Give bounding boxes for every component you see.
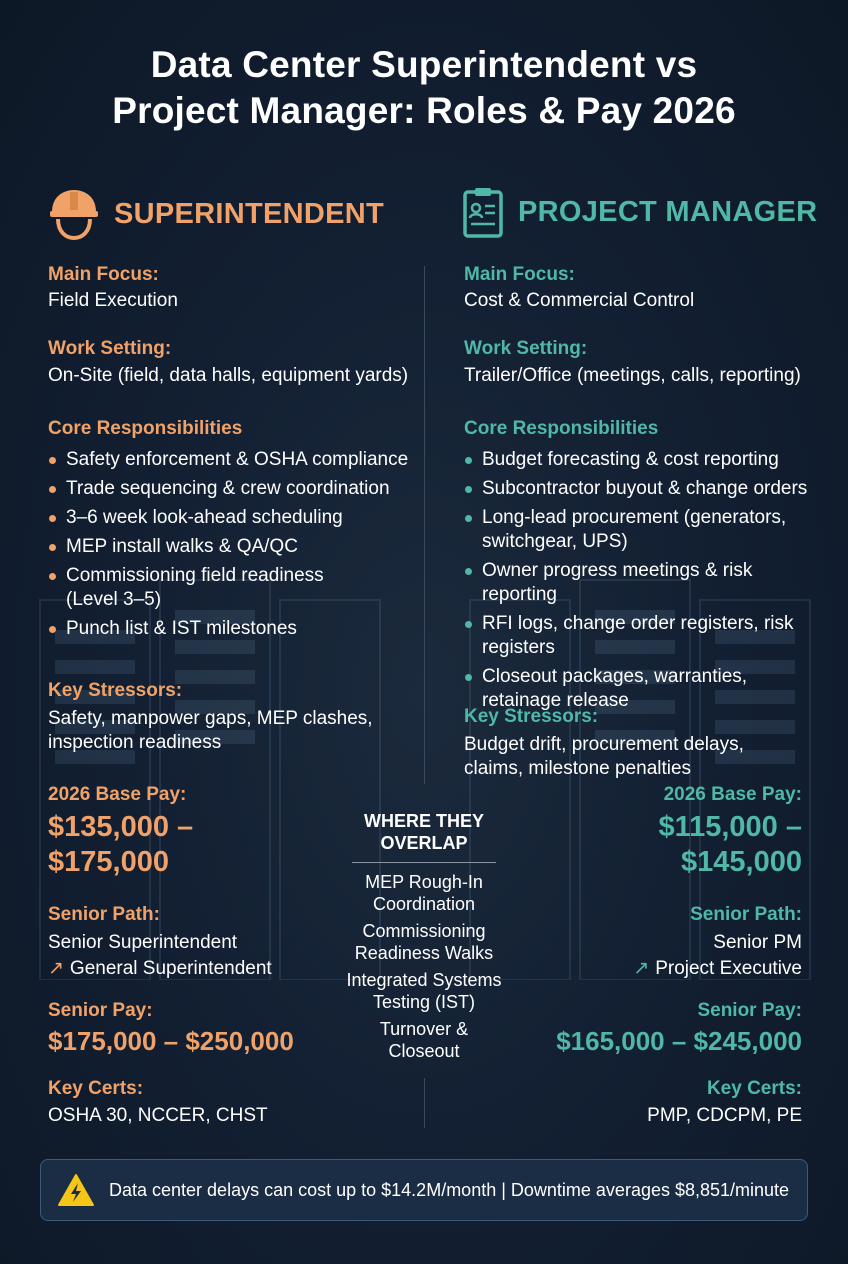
- project-manager-heading-text: PROJECT MANAGER: [518, 195, 818, 228]
- pm-senior-path-label: Senior Path:: [690, 904, 802, 925]
- list-item: Punch list & IST milestones: [48, 617, 418, 641]
- list-item: Commissioning field readiness (Level 3–5): [48, 564, 418, 612]
- pm-base-pay-label: 2026 Base Pay:: [663, 784, 802, 805]
- pm-work-setting: Trailer/Office (meetings, calls, reporting): [464, 365, 801, 386]
- sup-stressors-label: Key Stressors:: [48, 680, 183, 701]
- pm-main-focus: Cost & Commercial Control: [464, 290, 695, 311]
- sup-certs: OSHA 30, NCCER, CHST: [48, 1105, 268, 1126]
- sup-senior-path-label: Senior Path:: [48, 904, 160, 925]
- list-item: Closeout packages, warranties, retainage release: [464, 665, 824, 713]
- lightning-warning-icon: [57, 1173, 95, 1207]
- sup-base-pay: $135,000 – $175,000: [48, 811, 194, 878]
- sup-stressors: Safety, manpower gaps, MEP clashes, inspection readiness: [48, 708, 373, 753]
- list-item: Budget forecasting & cost reporting: [464, 448, 824, 472]
- column-divider-bottom: [424, 1078, 425, 1128]
- sup-senior-path: Senior Superintendent ↗ General Superintendent: [48, 930, 272, 982]
- list-item: Subcontractor buyout & change orders: [464, 477, 824, 501]
- hard-hat-worker-icon: [48, 186, 100, 242]
- overlap-section: [338, 810, 510, 1067]
- pm-senior-path: Senior PM ↗ Project Executive: [633, 930, 802, 982]
- title-line-2: Project Manager: Roles & Pay 2026: [112, 90, 736, 131]
- page-title: [0, 42, 848, 134]
- pm-base-pay: $115,000 – $145,000: [658, 811, 802, 878]
- pm-senior-pay-label: Senior Pay:: [697, 1000, 802, 1021]
- sup-main-focus-label: Main Focus:: [48, 264, 159, 285]
- pm-stressors-label: Key Stressors:: [464, 706, 599, 727]
- overlap-divider: [352, 862, 496, 863]
- overlap-heading: WHERE THEY OVERLAP: [363, 811, 484, 853]
- list-item: Safety enforcement & OSHA compliance: [48, 448, 418, 472]
- arrow-up-right-icon: ↗: [48, 958, 64, 979]
- stat-banner: [40, 1159, 808, 1221]
- clipboard-icon: [462, 186, 504, 238]
- pm-main-focus-label: Main Focus:: [464, 264, 575, 285]
- pm-responsibilities-list: [464, 448, 824, 718]
- column-divider-top: [424, 266, 425, 784]
- title-line-1: Data Center Superintendent vs: [150, 44, 698, 85]
- list-item: Owner progress meetings & risk reporting: [464, 559, 824, 607]
- pm-stressors: Budget drift, procurement delays, claims, milestone penalties: [464, 734, 744, 779]
- stat-banner-text: Data center delays can cost up to $14.2M/month | Downtime averages $8,851/minute: [109, 1179, 790, 1200]
- overlap-item: Commissioning Readiness Walks: [354, 921, 494, 963]
- project-manager-heading: [462, 186, 817, 238]
- sup-work-setting: On-Site (field, data halls, equipment yards): [48, 365, 409, 386]
- list-item: MEP install walks & QA/QC: [48, 535, 418, 559]
- pm-core-label: Core Responsibilities: [464, 418, 659, 439]
- overlap-item: MEP Rough-In Coordination: [365, 872, 483, 914]
- sup-work-setting-label: Work Setting:: [48, 338, 172, 359]
- sup-senior-pay: $175,000 – $250,000: [48, 1026, 294, 1056]
- overlap-item: Turnover & Closeout: [379, 1019, 469, 1061]
- superintendent-heading: [48, 186, 384, 242]
- sup-base-pay-label: 2026 Base Pay:: [48, 784, 187, 805]
- pm-senior-pay: $165,000 – $245,000: [556, 1026, 802, 1056]
- sup-responsibilities-list: [48, 448, 418, 646]
- list-item: RFI logs, change order registers, risk registers: [464, 612, 824, 660]
- sup-core-label: Core Responsibilities: [48, 418, 243, 439]
- pm-certs-label: Key Certs:: [706, 1078, 802, 1099]
- sup-main-focus: Field Execution: [48, 290, 178, 311]
- sup-certs-label: Key Certs:: [48, 1078, 144, 1099]
- sup-senior-pay-label: Senior Pay:: [48, 1000, 153, 1021]
- overlap-item: Integrated Systems Testing (IST): [346, 970, 502, 1012]
- pm-work-setting-label: Work Setting:: [464, 338, 588, 359]
- superintendent-heading-text: SUPERINTENDENT: [114, 197, 385, 230]
- list-item: 3–6 week look-ahead scheduling: [48, 506, 418, 530]
- arrow-up-right-icon: ↗: [633, 958, 650, 979]
- pm-certs: PMP, CDCPM, PE: [647, 1105, 802, 1126]
- list-item: Trade sequencing & crew coordination: [48, 477, 418, 501]
- list-item: Long-lead procurement (generators, switchgear, UPS): [464, 506, 824, 554]
